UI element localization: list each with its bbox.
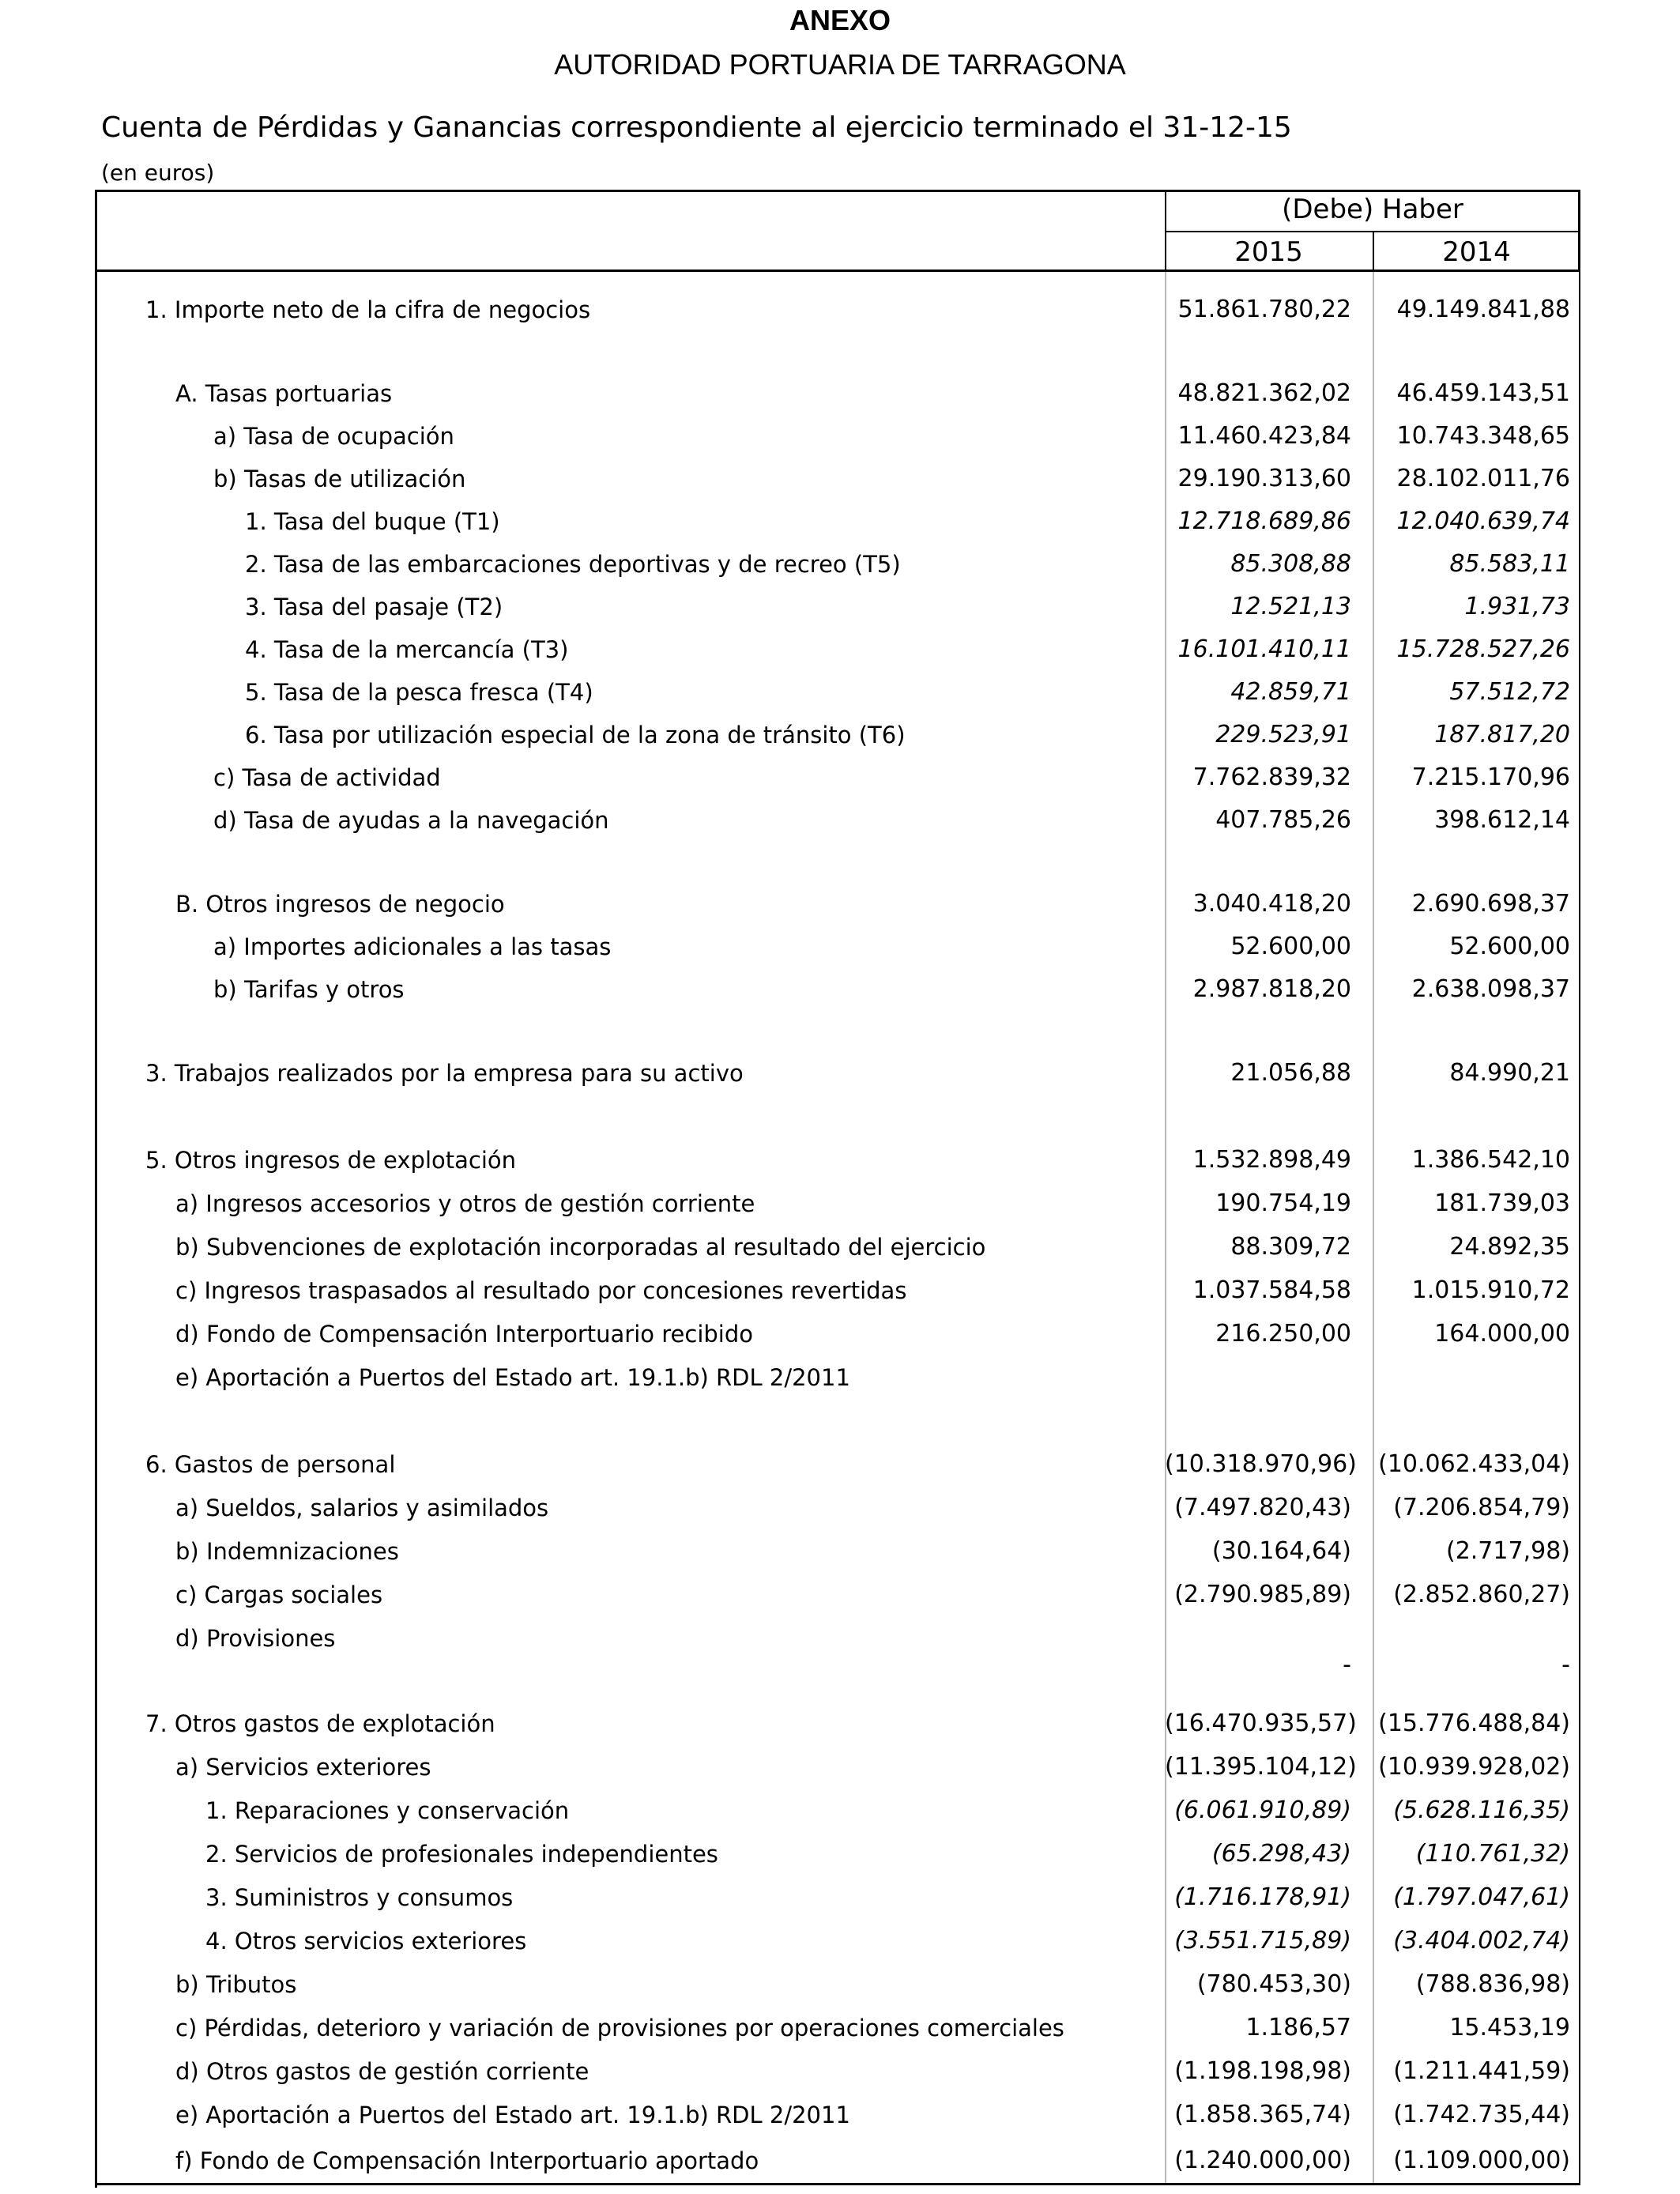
table-row <box>95 974 1580 1016</box>
table-row <box>95 677 1580 719</box>
value-2015: 48.821.362,02 <box>1177 379 1351 407</box>
value-2015: 3.040.418,20 <box>1192 890 1351 918</box>
row-label: 3. Tasa del pasaje (T2) <box>245 594 503 620</box>
row-label: a) Servicios exteriores <box>175 1754 431 1781</box>
value-2014: (10.939.928,02) <box>1378 1753 1570 1781</box>
value-2015: (1.240.000,00) <box>1174 2147 1351 2174</box>
value-2015: 85.308,88 <box>1230 550 1351 578</box>
value-2014: 85.583,11 <box>1449 550 1570 578</box>
table-row <box>95 1838 1580 1881</box>
table-row <box>95 1449 1580 1491</box>
value-2014: (3.404.002,74) <box>1393 1927 1570 1955</box>
table-row <box>95 420 1580 463</box>
table-row <box>95 805 1580 847</box>
value-2015: 16.101.410,11 <box>1177 635 1351 663</box>
value-2015: (1.716.178,91) <box>1174 1883 1351 1911</box>
value-2014: (1.797.047,61) <box>1393 1883 1570 1911</box>
value-2014: 1.931,73 <box>1464 593 1570 620</box>
value-2015: (11.395.104,12) <box>1165 1753 1357 1781</box>
row-label: b) Indemnizaciones <box>175 1538 399 1565</box>
value-2014: 57.512,72 <box>1449 678 1570 706</box>
value-2014: 2.638.098,37 <box>1411 975 1570 1003</box>
value-2015: 52.600,00 <box>1230 933 1351 960</box>
value-2014: 1.015.910,72 <box>1411 1276 1570 1304</box>
income-statement-table <box>95 190 1580 2188</box>
value-2014: 1.386.542,10 <box>1411 1146 1570 1174</box>
column-header-2014: 2014 <box>1442 236 1511 268</box>
table-row <box>95 548 1580 591</box>
table-row <box>95 1144 1580 1187</box>
row-label: e) Aportación a Puertos del Estado art. 19.1.b) RDL 2/2011 <box>175 1364 850 1391</box>
value-2014: 28.102.011,76 <box>1396 465 1570 492</box>
table-row <box>95 1925 1580 1968</box>
table-row <box>95 888 1580 931</box>
value-2014: 84.990,21 <box>1449 1059 1570 1087</box>
value-2015: 51.861.780,22 <box>1177 296 1351 323</box>
value-2015: 1.186,57 <box>1245 2014 1351 2041</box>
row-label: c) Tasa de actividad <box>213 764 441 791</box>
row-label: b) Tasas de utilización <box>213 466 466 492</box>
table-row <box>95 1708 1580 1751</box>
value-2014: 187.817,20 <box>1434 721 1570 748</box>
row-label: 7. Otros gastos de explotación <box>145 1710 495 1737</box>
value-2015: 216.250,00 <box>1215 1320 1351 1348</box>
value-2015: (16.470.935,57) <box>1165 1710 1357 1737</box>
row-label: c) Pérdidas, deterioro y variación de provisiones por operaciones comerciales <box>175 2015 1064 2041</box>
table-row <box>95 719 1580 762</box>
value-2015: (1.198.198,98) <box>1174 2057 1351 2085</box>
table-row <box>95 1969 1580 2011</box>
units-note: (en euros) <box>101 160 215 186</box>
value-2014: 15.453,19 <box>1449 2014 1570 2041</box>
value-2015: (65.298,43) <box>1211 1840 1351 1868</box>
value-2015: 12.718.689,86 <box>1177 507 1351 535</box>
row-label: b) Subvenciones de explotación incorporadas al resultado del ejercicio <box>175 1234 986 1261</box>
value-2015: (3.551.715,89) <box>1174 1927 1351 1955</box>
value-2015: (6.061.910,89) <box>1174 1796 1351 1824</box>
value-2014: (1.742.735,44) <box>1393 2101 1570 2128</box>
document-title: ANEXO <box>789 4 891 36</box>
value-2015: 229.523,91 <box>1215 721 1351 748</box>
row-label: B. Otros ingresos de negocio <box>175 891 505 918</box>
row-label: e) Aportación a Puertos del Estado art. 19.1.b) RDL 2/2011 <box>175 2102 850 2128</box>
row-label: 3. Suministros y consumos <box>205 1884 514 1911</box>
value-2014: (1.211.441,59) <box>1393 2057 1570 2085</box>
row-label: a) Ingresos accesorios y otros de gestión corriente <box>175 1190 755 1217</box>
value-2014: 164.000,00 <box>1434 1320 1570 1348</box>
value-2015: (30.164,64) <box>1211 1537 1351 1565</box>
value-2015: 29.190.313,60 <box>1177 465 1351 492</box>
value-2015: (1.858.365,74) <box>1174 2101 1351 2128</box>
value-2015: (7.497.820,43) <box>1174 1494 1351 1521</box>
value-2015: (10.318.970,96) <box>1165 1450 1357 1478</box>
value-2014: 24.892,35 <box>1449 1233 1570 1261</box>
value-2015: 2.987.818,20 <box>1192 975 1351 1003</box>
table-row <box>95 506 1580 548</box>
table-row <box>95 294 1580 337</box>
row-label: A. Tasas portuarias <box>175 380 393 407</box>
value-2014: 398.612,14 <box>1434 806 1570 834</box>
value-2015: 1.532.898,49 <box>1192 1146 1351 1174</box>
value-2014: 7.215.170,96 <box>1411 763 1570 791</box>
value-2014: (7.206.854,79) <box>1393 1494 1570 1521</box>
row-label: 1. Importe neto de la cifra de negocios <box>145 296 591 323</box>
row-label: a) Tasa de ocupación <box>213 423 454 450</box>
row-label: a) Sueldos, salarios y asimilados <box>175 1495 549 1521</box>
row-label: d) Provisiones <box>175 1625 336 1652</box>
table-row <box>95 2099 1580 2142</box>
row-label: c) Cargas sociales <box>175 1581 383 1608</box>
table-row <box>95 1188 1580 1231</box>
row-label: 1. Reparaciones y conservación <box>205 1797 570 1824</box>
table-row <box>95 1231 1580 1274</box>
value-2015: 7.762.839,32 <box>1192 763 1351 791</box>
value-2014: 15.728.527,26 <box>1396 635 1570 663</box>
row-label: 2. Servicios de profesionales independientes <box>205 1841 718 1868</box>
value-2015: 88.309,72 <box>1230 1233 1351 1261</box>
row-label: 5. Tasa de la pesca fresca (T4) <box>245 679 593 706</box>
row-label: b) Tributos <box>175 1971 297 1998</box>
value-2014: - <box>1561 1651 1570 1679</box>
table-row <box>95 2145 1580 2188</box>
table-row <box>95 1275 1580 1318</box>
entity-name: AUTORIDAD PORTUARIA DE TARRAGONA <box>554 48 1126 81</box>
table-row <box>95 378 1580 420</box>
value-2015: 42.859,71 <box>1230 678 1351 706</box>
row-label: a) Importes adicionales a las tasas <box>213 933 612 960</box>
table-row <box>95 591 1580 634</box>
row-label: 4. Otros servicios exteriores <box>205 1928 527 1955</box>
value-2014: (15.776.488,84) <box>1378 1710 1570 1737</box>
group-header: (Debe) Haber <box>1282 194 1463 225</box>
value-2015: 12.521,13 <box>1230 593 1351 620</box>
table-row <box>95 1318 1580 1361</box>
table-row <box>95 1579 1580 1622</box>
table-row <box>95 1882 1580 1924</box>
row-label: d) Fondo de Compensación Interportuario recibido <box>175 1321 753 1348</box>
table-row <box>95 2056 1580 2098</box>
table-row <box>95 762 1580 805</box>
table-row <box>95 1795 1580 1838</box>
value-2014: (5.628.116,35) <box>1393 1796 1570 1824</box>
value-2014: (2.717,98) <box>1445 1537 1570 1565</box>
value-2015: 21.056,88 <box>1230 1059 1351 1087</box>
row-label: 6. Gastos de personal <box>145 1451 396 1478</box>
table-row <box>95 463 1580 506</box>
table-row <box>95 1492 1580 1535</box>
table-row <box>95 1536 1580 1578</box>
row-label: 4. Tasa de la mercancía (T3) <box>245 636 569 663</box>
value-2015: 190.754,19 <box>1215 1189 1351 1217</box>
row-label: 1. Tasa del buque (T1) <box>245 508 500 535</box>
row-label: d) Otros gastos de gestión corriente <box>175 2058 590 2085</box>
value-2015: (2.790.985,89) <box>1174 1581 1351 1608</box>
value-2014: 12.040.639,74 <box>1396 507 1570 535</box>
table-row <box>95 1362 1580 1404</box>
table-row <box>95 634 1580 677</box>
value-2014: 181.739,03 <box>1434 1189 1570 1217</box>
value-2014: (1.109.000,00) <box>1393 2147 1570 2174</box>
row-label: b) Tarifas y otros <box>213 976 405 1003</box>
value-2015: (780.453,30) <box>1196 1970 1351 1998</box>
row-label: 3. Trabajos realizados por la empresa para su activo <box>145 1060 744 1087</box>
value-2015: 11.460.423,84 <box>1177 422 1351 450</box>
value-2014: 49.149.841,88 <box>1396 296 1570 323</box>
statement-subtitle: Cuenta de Pérdidas y Ganancias correspondiente al ejercicio terminado el 31-12-15 <box>101 111 1292 144</box>
value-2014: (788.836,98) <box>1415 1970 1570 1998</box>
row-label: 6. Tasa por utilización especial de la zona de tránsito (T6) <box>245 722 906 748</box>
value-2014: 2.690.698,37 <box>1411 890 1570 918</box>
column-header-2015: 2015 <box>1234 236 1303 268</box>
row-label: f) Fondo de Compensación Interportuario aportado <box>175 2147 759 2174</box>
value-2014: 10.743.348,65 <box>1396 422 1570 450</box>
row-label: 5. Otros ingresos de explotación <box>145 1147 517 1174</box>
table-row <box>95 931 1580 974</box>
value-2014: 52.600,00 <box>1449 933 1570 960</box>
value-2014: 46.459.143,51 <box>1396 379 1570 407</box>
row-label: c) Ingresos traspasados al resultado por concesiones revertidas <box>175 1277 907 1304</box>
row-label: 2. Tasa de las embarcaciones deportivas y de recreo (T5) <box>245 551 901 578</box>
value-2015: 1.037.584,58 <box>1192 1276 1351 1304</box>
row-label: d) Tasa de ayudas a la navegación <box>213 807 609 834</box>
value-2014: (2.852.860,27) <box>1393 1581 1570 1608</box>
value-2014: (10.062.433,04) <box>1378 1450 1570 1478</box>
value-2014: (110.761,32) <box>1415 1840 1570 1868</box>
table-row <box>95 1057 1580 1100</box>
value-2015: - <box>1343 1651 1351 1679</box>
table-row <box>95 1623 1580 1679</box>
value-2015: 407.785,26 <box>1215 806 1351 834</box>
table-row <box>95 2012 1580 2055</box>
table-row <box>95 1751 1580 1794</box>
